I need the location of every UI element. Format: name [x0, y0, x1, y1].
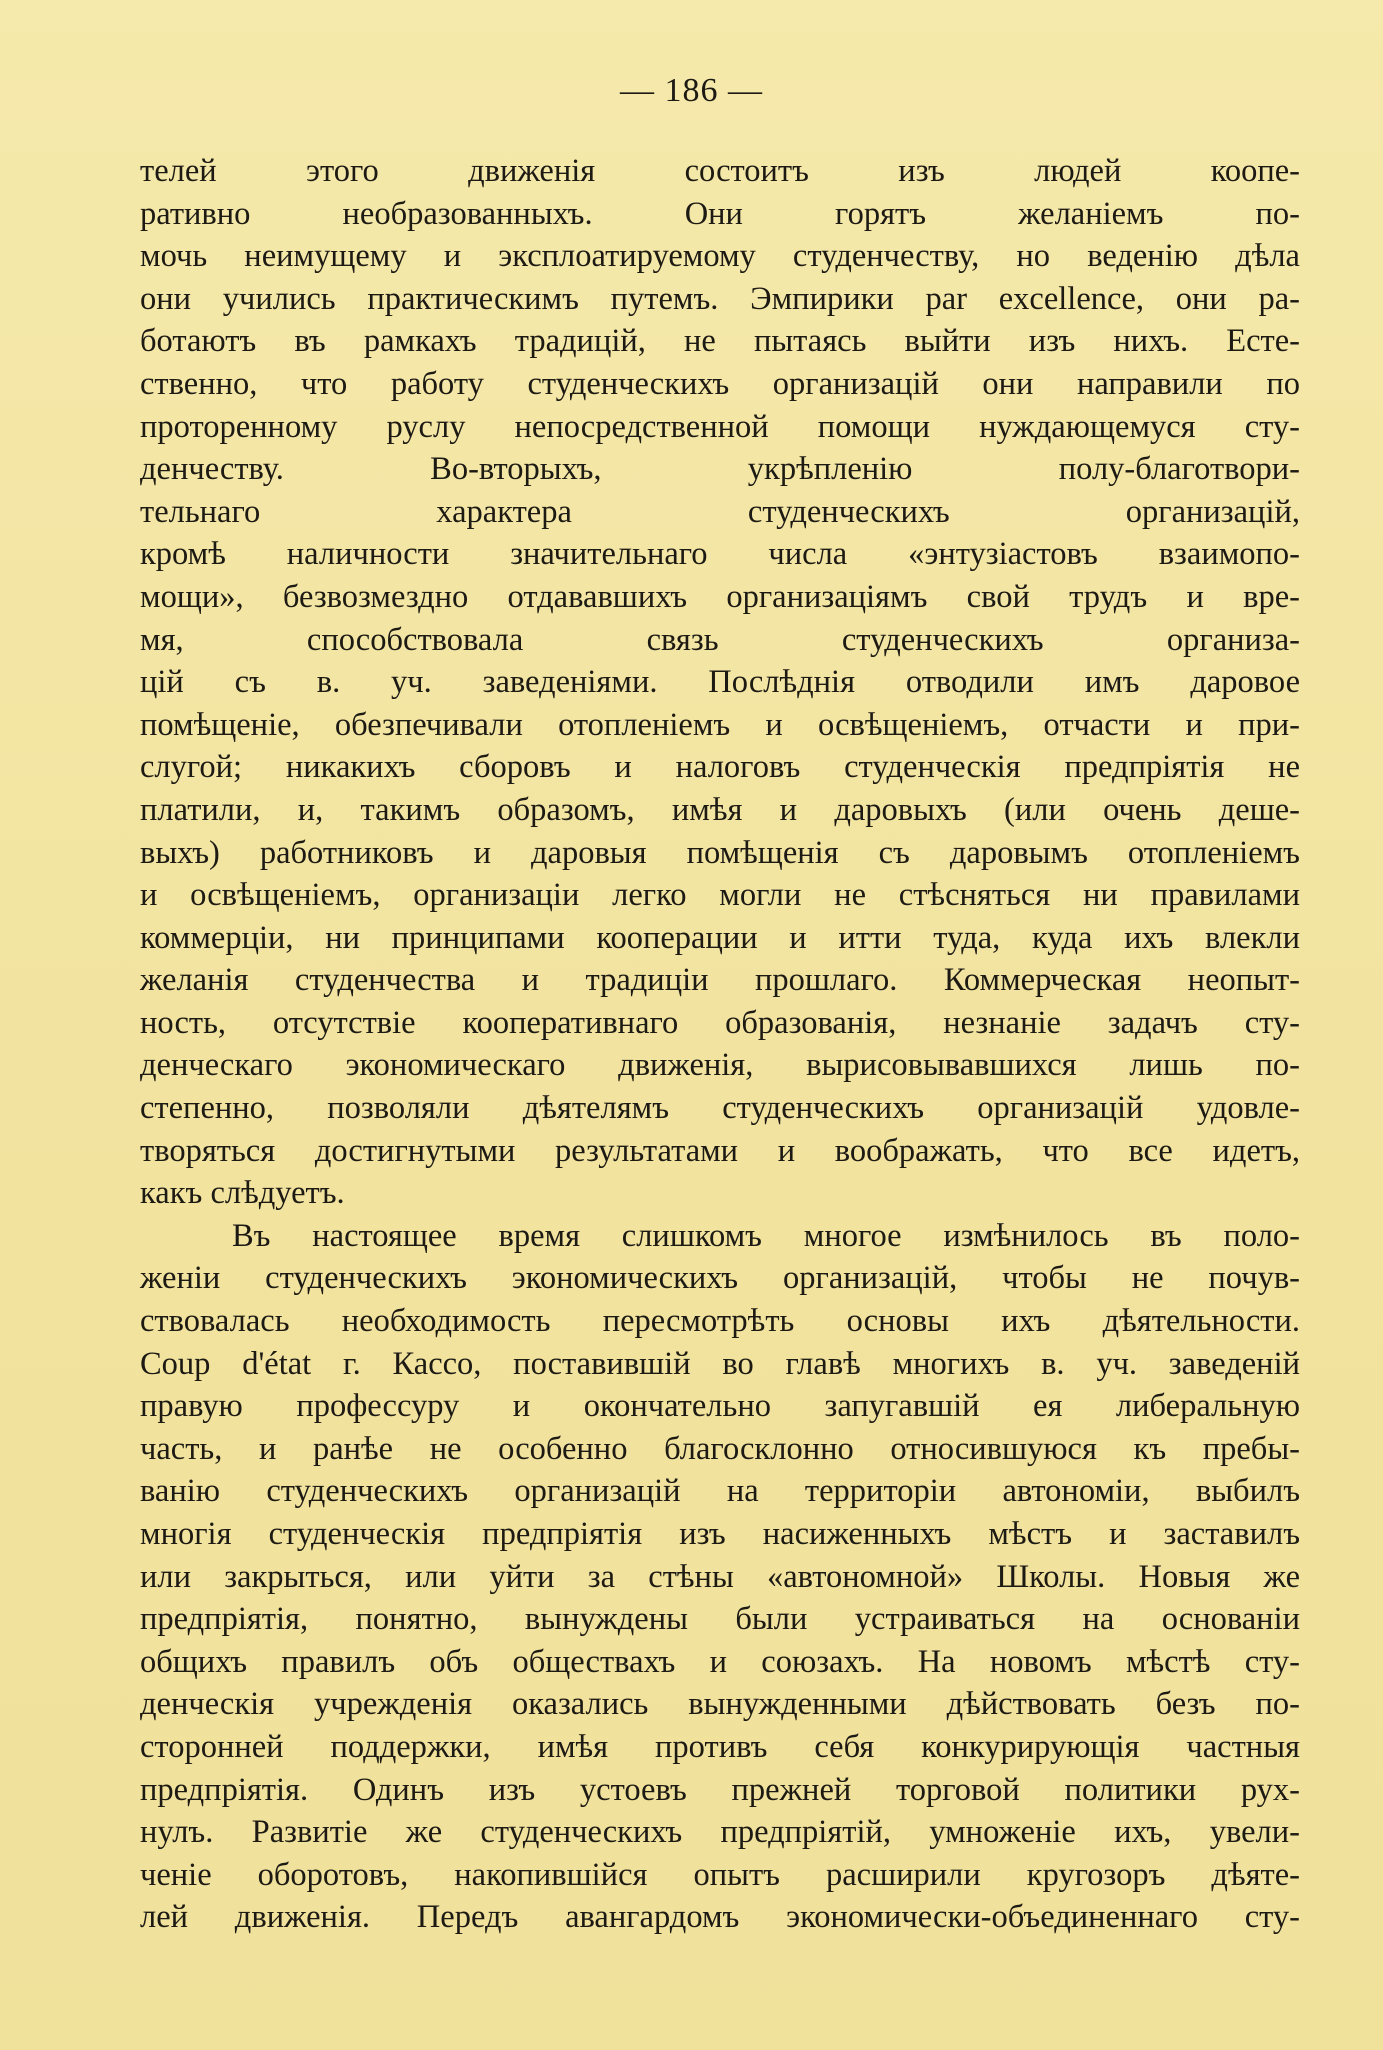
text-line: ванію студенческихъ организацій на территоріи автономіи, выбилъ: [140, 1473, 1300, 1510]
text-line: телей этого движенія состоитъ изъ людей коопе-: [140, 153, 1300, 189]
page-number: — 186 —: [620, 72, 763, 109]
text-line: ративно необразованныхъ. Они горятъ желаніемъ по-: [140, 195, 1300, 232]
text-line: мощи», безвозмездно отдававшихъ организаціямъ свой трудъ и вре-: [140, 578, 1300, 615]
text-line: Coup d'état г. Кассо, поставившій во главѣ многихъ в. уч. заведеній: [140, 1345, 1300, 1382]
text-line: ственно, что работу студенческихъ организацій они направили по: [140, 365, 1300, 402]
text-line: нулъ. Развитіе же студенческихъ предпріятій, умноженіе ихъ, увели-: [140, 1814, 1300, 1851]
text-line: общихъ правилъ объ обществахъ и союзахъ. На новомъ мѣстѣ сту-: [140, 1643, 1300, 1680]
text-line: платили, и, такимъ образомъ, имѣя и даровыхъ (или очень деше-: [140, 791, 1300, 828]
text-line: творяться достигнутыми результатами и воображать, что все идетъ,: [140, 1132, 1300, 1169]
text-line: женіи студенческихъ экономическихъ организацій, чтобы не почув-: [140, 1260, 1300, 1297]
text-line: ботаютъ въ рамкахъ традицій, не пытаясь выйти изъ нихъ. Есте-: [140, 323, 1300, 360]
text-line: ность, отсутствіе кооперативнаго образованія, незнаніе задачъ сту-: [140, 1004, 1300, 1041]
text-line: предпріятія, понятно, вынуждены были устраиваться на основаніи: [140, 1601, 1300, 1638]
text-line: и освѣщеніемъ, организаціи легко могли не стѣсняться ни правилами: [140, 877, 1300, 914]
text-line: лей движенія. Передъ авангардомъ экономически-объединеннаго сту-: [140, 1899, 1300, 1936]
text-line: предпріятія. Одинъ изъ устоевъ прежней торговой политики рух-: [140, 1771, 1300, 1808]
text-line: выхъ) работниковъ и даровыя помѣщенія съ даровымъ отопленіемъ: [140, 834, 1300, 871]
text-line: степенно, позволяли дѣятелямъ студенческихъ организацій удовле-: [140, 1090, 1300, 1127]
paragraph-2: [140, 1215, 1300, 1939]
text-line: они учились практическимъ путемъ. Эмпирики par excellence, они ра-: [140, 280, 1300, 317]
text-line: часть, и ранѣе не особенно благосклонно относившуюся къ пребы-: [140, 1430, 1300, 1467]
paragraph-1: [140, 150, 1300, 1215]
text-line: многія студенческія предпріятія изъ насиженныхъ мѣстъ и заставилъ: [140, 1516, 1300, 1552]
text-line: коммерціи, ни принципами кооперации и итти туда, куда ихъ влекли: [140, 919, 1300, 956]
text-line: какъ слѣдуетъ.: [140, 1175, 345, 1212]
text-line: желанія студенчества и традиціи прошлаго. Коммерческая неопыт-: [140, 962, 1300, 999]
text-line: тельнаго характера студенческихъ организацій,: [140, 493, 1300, 530]
text-line: ствовалась необходимость пересмотрѣть основы ихъ дѣятельности.: [140, 1303, 1300, 1340]
text-line: мочь неимущему и эксплоатируемому студенчеству, но веденію дѣла: [140, 238, 1300, 275]
text-line: денческаго экономическаго движенія, вырисовывавшихся лишь по-: [140, 1047, 1300, 1084]
text-line: помѣщеніе, обезпечивали отопленіемъ и освѣщеніемъ, отчасти и при-: [140, 706, 1300, 743]
text-line: денческія учрежденія оказались вынужденными дѣйствовать безъ по-: [140, 1686, 1300, 1723]
body-text: [140, 150, 1300, 1939]
text-line: или закрыться, или уйти за стѣны «автономной» Школы. Новыя же: [140, 1558, 1300, 1595]
text-line: мя, способствовала связь студенческихъ организа-: [140, 621, 1300, 658]
text-line: слугой; никакихъ сборовъ и налоговъ студенческія предпріятія не: [140, 749, 1300, 786]
text-line: ченіе оборотовъ, накопившійся опытъ расширили кругозоръ дѣяте-: [140, 1856, 1300, 1893]
text-line: кромѣ наличности значительнаго числа «энтузіастовъ взаимопо-: [140, 536, 1300, 573]
text-line: правую профессуру и окончательно запугавшій ея либеральную: [140, 1388, 1300, 1425]
text-line: Въ настоящее время слишкомъ многое измѣнилось въ поло-: [232, 1217, 1300, 1254]
text-line: денчеству. Во-вторыхъ, укрѣпленію полу-благотвори-: [140, 451, 1300, 488]
text-line: сторонней поддержки, имѣя противъ себя конкурирующія частныя: [140, 1728, 1300, 1765]
text-line: проторенному руслу непосредственной помощи нуждающемуся сту-: [140, 408, 1300, 445]
text-line: цій съ в. уч. заведеніями. Послѣднія отводили имъ даровое: [140, 664, 1300, 701]
